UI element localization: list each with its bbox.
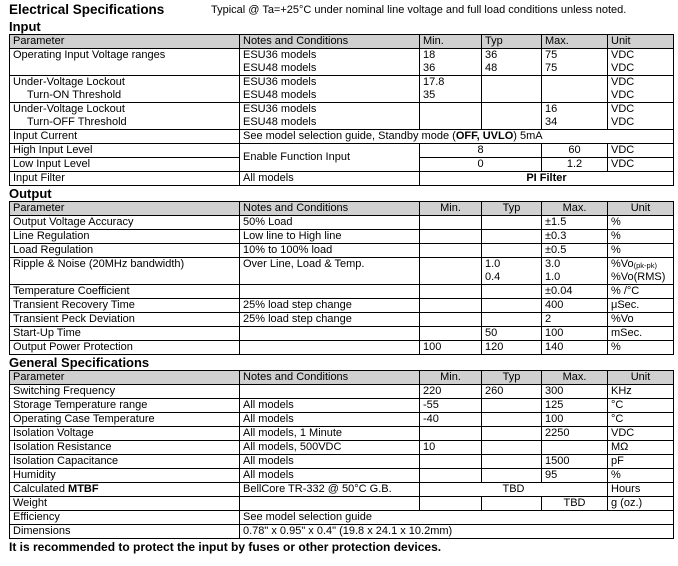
min-cell	[420, 103, 482, 130]
notes-cell: Enable Function Input	[240, 144, 420, 172]
table-row: Isolation Capacitance All models 1500 pF	[10, 455, 674, 469]
spec-sheet	[9, 2, 673, 554]
table-row: Line Regulation Low line to High line ±0.3 %	[10, 230, 674, 244]
table-row: Dimensions 0.78" x 0.95" x 0.4" (19.8 x 24.1 x 10.2mm)	[10, 525, 674, 539]
unit-cell: VDC VDC	[608, 76, 674, 103]
header-notes: Notes and Conditions	[240, 35, 420, 49]
header-parameter: Parameter	[10, 371, 240, 385]
param-cell: Under-Voltage Lockout Turn-OFF Threshold	[10, 103, 240, 130]
header-notes: Notes and Conditions	[240, 371, 420, 385]
unit-cell: VDC	[608, 158, 674, 172]
typ-cell	[482, 76, 542, 103]
table-row	[10, 103, 674, 130]
output-table	[9, 201, 674, 355]
table-row	[10, 130, 674, 144]
table-row: Output Voltage Accuracy 50% Load ±1.5 %	[10, 216, 674, 230]
min-cell: 17.8 35	[420, 76, 482, 103]
table-row: Switching Frequency 220 260 300 KHz	[10, 385, 674, 399]
table-row: Isolation Resistance All models, 500VDC 10 MΩ	[10, 441, 674, 455]
header-parameter: Parameter	[10, 35, 240, 49]
section-title-input: Input	[9, 19, 41, 34]
table-row: Operating Case Temperature All models -40 100 °C	[10, 413, 674, 427]
min-cell: 18 36	[420, 49, 482, 76]
unit-cell: VDC	[608, 144, 674, 158]
min-cell: 8	[420, 144, 542, 158]
section-title-general: General Specifications	[9, 355, 150, 370]
table-row: Start-Up Time 50 100 mSec.	[10, 327, 674, 341]
header-typ: Typ	[482, 202, 542, 216]
table-row: Transient Peck Deviation 25% load step change 2 %Vo	[10, 313, 674, 327]
table-row: Efficiency See model selection guide	[10, 511, 674, 525]
value-cell: PI Filter	[420, 172, 674, 186]
typ-cell	[482, 103, 542, 130]
header-parameter: Parameter	[10, 202, 240, 216]
table-row: Humidity All models 95 %	[10, 469, 674, 483]
typ-cell: 36 48	[482, 49, 542, 76]
max-cell: 1.2	[542, 158, 608, 172]
header-unit: Unit	[608, 35, 674, 49]
table-row: Isolation Voltage All models, 1 Minute 2250 VDC	[10, 427, 674, 441]
table-row: Ripple & Noise (20MHz bandwidth) Over Line, Load & Temp. 1.0 0.4 3.0 1.0 $\%Vo_{(pk-pk)}$ %Vo(RMS)	[10, 258, 674, 285]
param-cell: Low Input Level	[10, 158, 240, 172]
header-max: Max.	[542, 371, 608, 385]
section-title-output: Output	[9, 186, 52, 201]
min-cell: 0	[420, 158, 542, 172]
param-cell: Operating Input Voltage ranges	[10, 49, 240, 76]
header-unit: Unit	[608, 371, 674, 385]
table-row	[10, 144, 674, 158]
header-min: Min.	[420, 202, 482, 216]
table-row: Storage Temperature range All models -55 125 °C	[10, 399, 674, 413]
param-cell: Input Filter	[10, 172, 240, 186]
param-cell: Under-Voltage Lockout Turn-ON Threshold	[10, 76, 240, 103]
header-min: Min.	[420, 35, 482, 49]
max-cell: 60	[542, 144, 608, 158]
table-row	[10, 49, 674, 76]
table-header	[10, 202, 674, 216]
unit-cell: VDC VDC	[608, 103, 674, 130]
notes-cell: All models	[240, 172, 420, 186]
header-min: Min.	[420, 371, 482, 385]
max-cell: 75 75	[542, 49, 608, 76]
table-row: Weight TBD g (oz.)	[10, 497, 674, 511]
table-row	[10, 172, 674, 186]
param-cell: High Input Level	[10, 144, 240, 158]
table-row: Load Regulation 10% to 100% load ±0.5 %	[10, 244, 674, 258]
table-header	[10, 371, 674, 385]
notes-cell: See model selection guide, Standby mode (OFF, UVLO) 5mA	[240, 130, 674, 144]
param-cell: Input Current	[10, 130, 240, 144]
table-row: Temperature Coefficient ±0.04 % /°C	[10, 285, 674, 299]
notes-cell: ESU36 models ESU48 models	[240, 103, 420, 130]
footer-note: It is recommended to protect the input by fuses or other protection devices.	[9, 540, 442, 554]
header-notes: Notes and Conditions	[240, 202, 420, 216]
general-table	[9, 370, 674, 539]
header-typ: Typ	[482, 371, 542, 385]
page-title: Electrical Specifications	[9, 2, 165, 17]
notes-cell: ESU36 models ESU48 models	[240, 76, 420, 103]
unit-cell: VDC VDC	[608, 49, 674, 76]
typical-conditions-note: Typical @ Ta=+25°C under nominal line voltage and full load conditions unless noted.	[211, 4, 627, 16]
table-row: Output Power Protection 100 120 140 %	[10, 341, 674, 355]
max-cell: 16 34	[542, 103, 608, 130]
table-row	[10, 76, 674, 103]
header-typ: Typ	[482, 35, 542, 49]
header-max: Max.	[542, 35, 608, 49]
table-header	[10, 35, 674, 49]
max-cell	[542, 76, 608, 103]
table-row: Calculated MTBF BellCore TR-332 @ 50°C G.B. TBD Hours	[10, 483, 674, 497]
header-unit: Unit	[608, 202, 674, 216]
header-max: Max.	[542, 202, 608, 216]
table-row: Transient Recovery Time 25% load step change 400 μSec.	[10, 299, 674, 313]
notes-cell: ESU36 models ESU48 models	[240, 49, 420, 76]
input-table	[9, 34, 674, 186]
